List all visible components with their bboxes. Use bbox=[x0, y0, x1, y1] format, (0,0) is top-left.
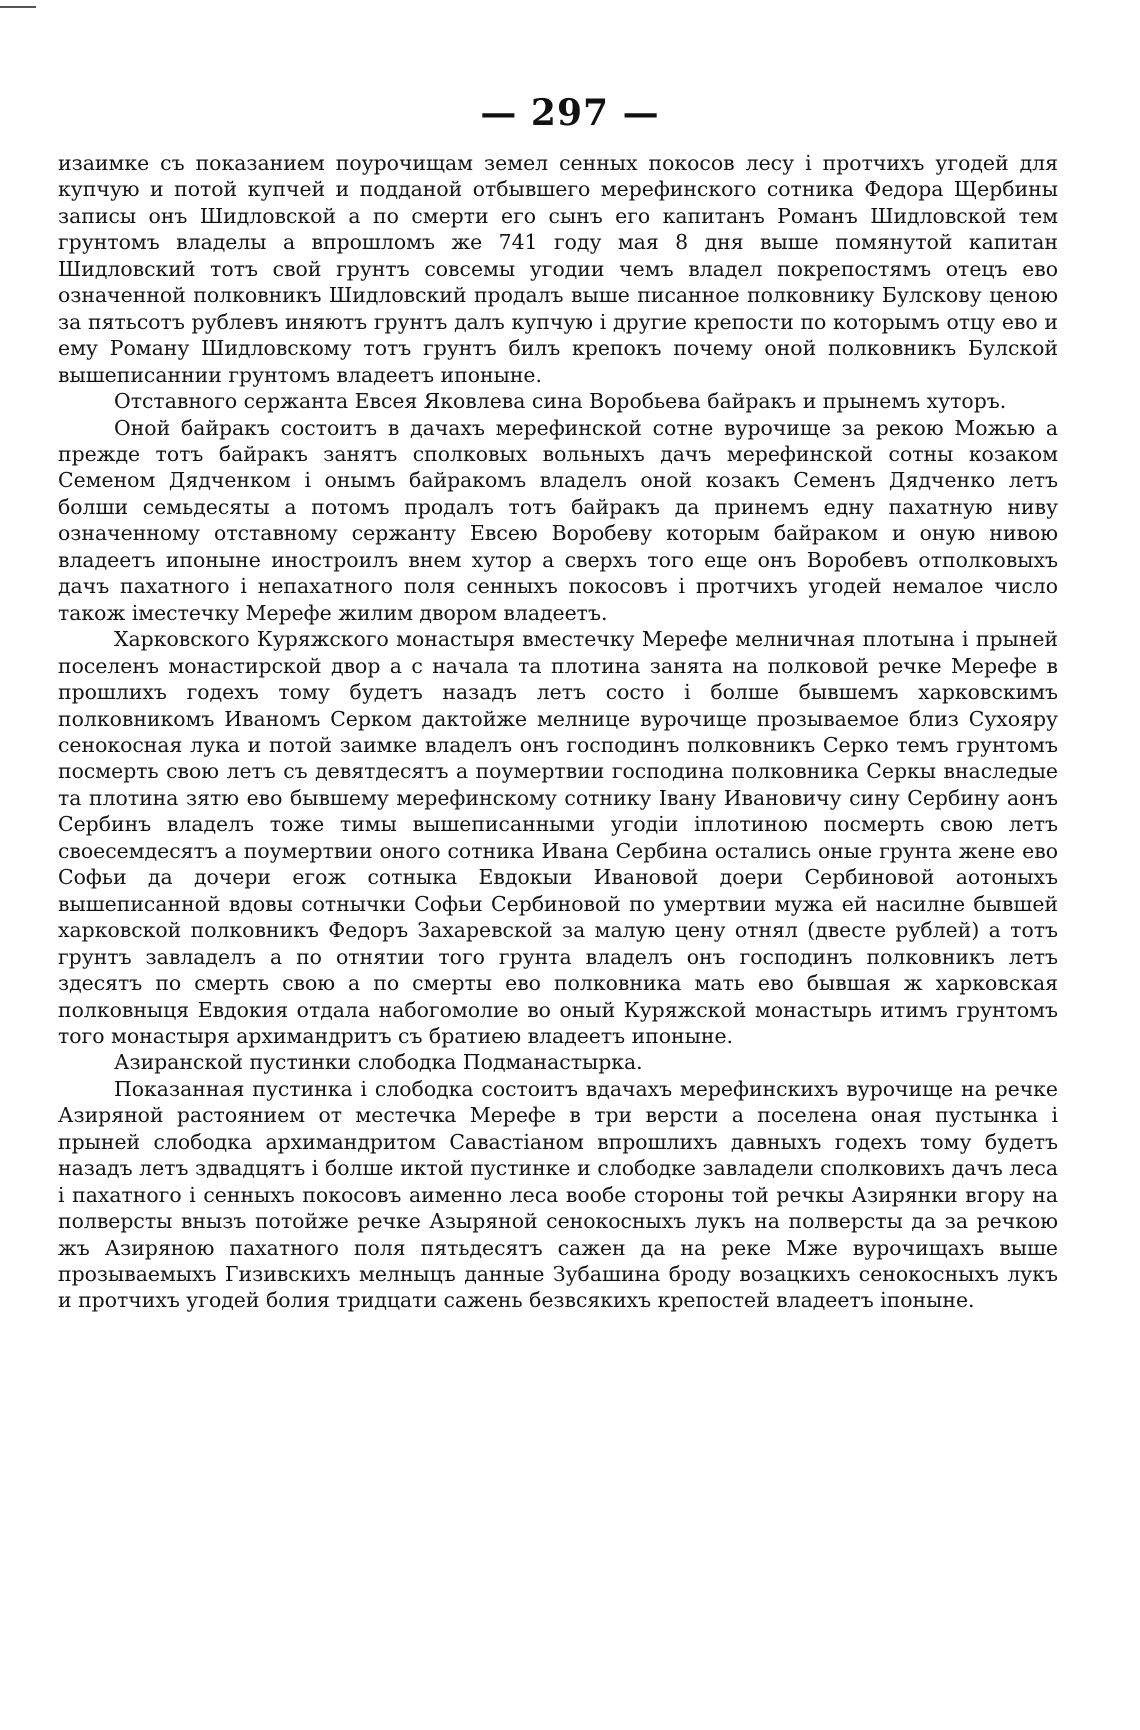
paragraph: Отставного сержанта Евсея Яковлева сина Воробьева байракъ и прынемъ хуторъ. bbox=[114, 389, 1007, 414]
paragraph: изаимке съ показанием поурочищам земел сенных покосов лесу і протчихъ угодей для купчую и потой купчей и подданой отбывшего мерефинского сотника Федора Щербины записы онъ Шидловской а по смерти его сынъ его капитанъ Романъ Шидловской тем грунтомъ владелы а впрошломъ же 741 году мая 8 дня выше помянутой капитан Шидловский тотъ свой грунтъ совсемы угодии чемъ владел покрепостямъ отецъ ево означенной полковникъ Шидловский продалъ выше писанное полковнику Булскову ценою за пятьсотъ рублевъ иняютъ грунтъ далъ купчую і другие крепости по которымъ отцу ево и ему Роману Шидловскому тотъ грунтъ билъ крепокъ почему оной полковникъ Булской вышеписаннии грунтомъ владеетъ ипоныне. bbox=[58, 151, 1058, 387]
section-heading: Азиранской пустинки слободка Подманастырка. bbox=[114, 1050, 643, 1075]
paragraph: Оной байракъ состоитъ в дачахъ мерефинской сотне вурочище за рекою Можью а прежде тотъ байракъ занятъ сполковых вольныхъ дачъ мерефинской сотны козаком Семеном Дядченком і онымъ байракомъ владелъ оной козакъ Семенъ Дядченко летъ болши семьдесяты а потомъ продалъ тотъ байракъ да принемъ едну пахатную ниву означенному отставному сержанту Евсею Воробеву которым байраком и оную нивою владеетъ ипоныне иностроилъ внем хутор а сверхъ того еще онъ Воробевъ отполковыхъ дачъ пахатного і непахатного поля сенныхъ покосовъ і протчихъ угодей немалое число також іместечку Мерефе жилим двором владеетъ. bbox=[58, 415, 1058, 625]
page-number: — 297 — bbox=[480, 92, 660, 134]
paragraph: Показанная пустинка і слободка состоитъ вдачахъ мерефинскихъ вурочище на речке Азиряной растоянием от местечка Мерефе в три версти а поселена оная пустынка і прыней слободка архимандритом Савастіаном впрошлихъ давныхъ годехъ тому будетъ назадъ летъ здвадцятъ і болше иктой пустинке и слободке завладели сполковихъ дачъ леса і пахатного і сенныхъ покосовъ аименно леса вообе стороны той речкы Азирянки вгору на полверсты внызъ потойже речке Азыряной сенокосныхъ лукъ на полверсты да за речкою жъ Азиряною пахатного поля пятьдесятъ сажен да на реке Мже вурочищахъ выше прозываемыхъ Гизивскихъ мелныцъ данные Зубашина броду возацкихъ сенокосныхъ лукъ и протчихъ угодей болия тридцати сажень безвсякихъ крепостей владеетъ іпоныне. bbox=[58, 1076, 1058, 1313]
top-rule bbox=[0, 6, 36, 8]
document-body bbox=[58, 150, 1058, 1314]
paragraph: Харковского Куряжского монастыря вместечку Мерефе мелничная плотына і прыней поселенъ монастирской двор а с начала та плотина занята на полковой речке Мерефе в прошлихъ годехъ тому будетъ назадъ летъ состо і болше бывшемъ харковскимъ полковникомъ Иваномъ Серком дактойже мелнице вурочище прозываемое близ Сухояру сенокосная лука и потой заимке владелъ онъ господинъ полковникъ Серко темъ грунтомъ посмерть свою летъ съ девятдесятъ а поумертвии господина полковника Серкы внаследые та плотина зятю ево бывшему мерефинскому сотнику Івану Ивановичу сину Сербину аонъ Сербинъ владелъ тоже тимы вышеписанными угодіи іплотиною посмерть свою летъ своесемдесятъ а поумертвии оного сотника Ивана Сербина остались оные грунта жене ево Софьи да дочери егож сотныка Евдокыи Ивановой доери Сербиновой аотоныхъ вышеписанной вдовы сотнычки Софьи Сербиновой по умертвии мужа ей насилне бывшей харковской полковникъ Федоръ Захаревской за малую цену отнял (двесте рублей) а тотъ грунтъ завладелъ а по отнятии того грунта владелъ онъ господинъ полковникъ летъ здесятъ по смерть свою а по смерты ево полковника мать ево бывшая ж харковская полковныця Евдокия отдала набогомолие во оный Куряжской монастырь итимъ грунтомъ того монастыря архимандритъ съ братиею владеетъ ипоныне. bbox=[58, 627, 1058, 1048]
